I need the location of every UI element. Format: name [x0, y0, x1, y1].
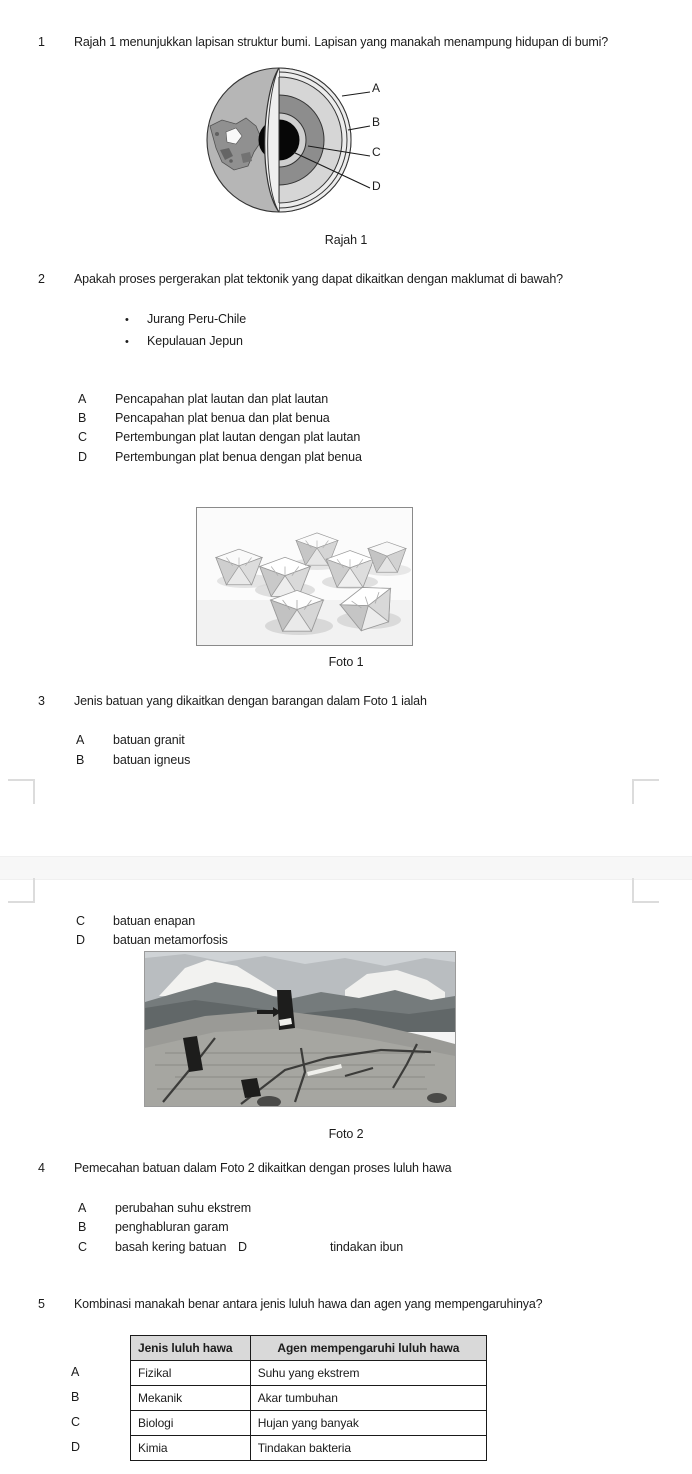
option-text: Pencapahan plat benua dan plat benua: [115, 411, 330, 425]
option-label: A: [78, 392, 87, 406]
table-cell-agen: Tindakan bakteria: [250, 1436, 486, 1461]
question-3-option-a[interactable]: [76, 731, 185, 750]
option-label: D: [76, 933, 85, 947]
option-label: D: [238, 1240, 247, 1254]
option-label: C: [78, 1240, 87, 1254]
question-2-text: Apakah proses pergerakan plat tektonik yang dapat dikaitkan dengan maklumat di bawah?: [74, 272, 563, 286]
crop-mark-bottom-right: [632, 878, 659, 903]
table-cell-jenis: Fizikal: [131, 1361, 251, 1386]
option-label: A: [78, 1201, 87, 1215]
option-text: penghabluran garam: [115, 1220, 229, 1234]
question-2-option-d[interactable]: [78, 448, 362, 467]
question-4-option-b[interactable]: [78, 1218, 229, 1237]
bullet-dot-icon: •: [125, 314, 129, 326]
question-5-number: 5: [38, 1297, 45, 1311]
question-4-option-d[interactable]: [238, 1238, 403, 1257]
earth-structure-diagram: [196, 66, 396, 214]
foto-2-rock-photo: [144, 951, 456, 1107]
question-3-row: [38, 693, 427, 709]
table-row-label-c: C: [71, 1415, 81, 1429]
option-text: Pertembungan plat lautan dengan plat lautan: [115, 430, 361, 444]
earth-diagram-svg: [196, 66, 396, 214]
table-row-label-d: D: [71, 1440, 81, 1454]
question-1-row: [38, 34, 608, 50]
foto-1-caption: Foto 1: [328, 655, 364, 669]
question-5-text: Kombinasi manakah benar antara jenis luluh hawa dan agen yang mempengaruhinya?: [74, 1297, 543, 1311]
question-3-text: Jenis batuan yang dikaitkan dengan barangan dalam Foto 1 ialah: [74, 694, 427, 708]
question-4-number: 4: [38, 1161, 45, 1175]
question-2-row: [38, 271, 563, 287]
question-3-option-d[interactable]: [76, 931, 228, 950]
table-row-label-a: A: [71, 1365, 80, 1379]
question-3-option-b[interactable]: [76, 751, 190, 770]
question-2-option-c[interactable]: [78, 428, 360, 447]
option-text: Pencapahan plat lautan dan plat lautan: [115, 392, 329, 406]
bullet-dot-icon: •: [125, 336, 129, 348]
option-text: basah kering batuan: [115, 1240, 227, 1254]
question-4-option-a[interactable]: [78, 1199, 251, 1218]
earth-label-a: A: [372, 81, 381, 95]
option-text: perubahan suhu ekstrem: [115, 1201, 252, 1215]
foto-1-svg: [197, 508, 412, 645]
question-2-bullet-1: [125, 308, 246, 331]
question-4-option-c[interactable]: [78, 1238, 226, 1257]
earth-label-c: C: [372, 145, 381, 159]
option-label: D: [78, 450, 87, 464]
foto-2-caption: Foto 2: [328, 1127, 364, 1141]
table-row[interactable]: [131, 1386, 487, 1411]
option-label: A: [76, 733, 85, 747]
option-text: batuan granit: [113, 733, 185, 747]
table-header-agen: Agen mempengaruhi luluh hawa: [250, 1336, 486, 1361]
rajah-1-caption: Rajah 1: [324, 233, 368, 247]
question-4-text: Pemecahan batuan dalam Foto 2 dikaitkan dengan proses luluh hawa: [74, 1161, 452, 1175]
table-cell-agen: Suhu yang ekstrem: [250, 1361, 486, 1386]
question-2-option-b[interactable]: [78, 409, 330, 428]
option-label: C: [76, 914, 85, 928]
question-3-option-c[interactable]: [76, 912, 195, 931]
question-2-option-a[interactable]: [78, 390, 328, 409]
option-label: B: [78, 411, 87, 425]
option-label: B: [78, 1220, 87, 1234]
crop-mark-top-right: [632, 779, 659, 804]
question-1-number: 1: [38, 35, 45, 49]
option-text: batuan metamorfosis: [113, 933, 228, 947]
table-cell-jenis: Kimia: [131, 1436, 251, 1461]
question-4-row: [38, 1160, 451, 1176]
question-3-number: 3: [38, 694, 45, 708]
table-header-jenis: Jenis luluh hawa: [131, 1336, 251, 1361]
crop-mark-bottom-left: [8, 878, 35, 903]
option-text: tindakan ibun: [330, 1240, 404, 1254]
option-label: B: [76, 753, 85, 767]
table-row[interactable]: [131, 1411, 487, 1436]
crop-mark-top-left: [8, 779, 35, 804]
foto-1-diamonds-photo: [196, 507, 413, 646]
table-cell-jenis: Mekanik: [131, 1386, 251, 1411]
question-2-bullet-2: [125, 330, 243, 353]
option-text: batuan igneus: [113, 753, 191, 767]
earth-label-b: B: [372, 115, 381, 129]
page-break-gap: [0, 856, 692, 880]
earth-label-d: D: [372, 179, 381, 193]
table-cell-agen: Hujan yang banyak: [250, 1411, 486, 1436]
bullet-2-text: Kepulauan Jepun: [147, 334, 243, 348]
bullet-1-text: Jurang Peru-Chile: [147, 312, 247, 326]
option-label: C: [78, 430, 87, 444]
foto-2-svg: [145, 952, 455, 1106]
option-text: Pertembungan plat benua dengan plat benua: [115, 450, 362, 464]
table-cell-agen: Akar tumbuhan: [250, 1386, 486, 1411]
question-5-row: [38, 1296, 542, 1312]
question-1-text: Rajah 1 menunjukkan lapisan struktur bumi. Lapisan yang manakah menampung hidupan di bumi?: [74, 35, 609, 49]
table-row-label-b: B: [71, 1390, 80, 1404]
option-text: batuan enapan: [113, 914, 196, 928]
table-row[interactable]: [131, 1436, 487, 1461]
table-header-row: [131, 1336, 487, 1361]
table-row-labels: [71, 1360, 80, 1460]
luluh-hawa-table: [130, 1335, 487, 1461]
table-row[interactable]: [131, 1361, 487, 1386]
table-cell-jenis: Biologi: [131, 1411, 251, 1436]
question-2-number: 2: [38, 272, 45, 286]
